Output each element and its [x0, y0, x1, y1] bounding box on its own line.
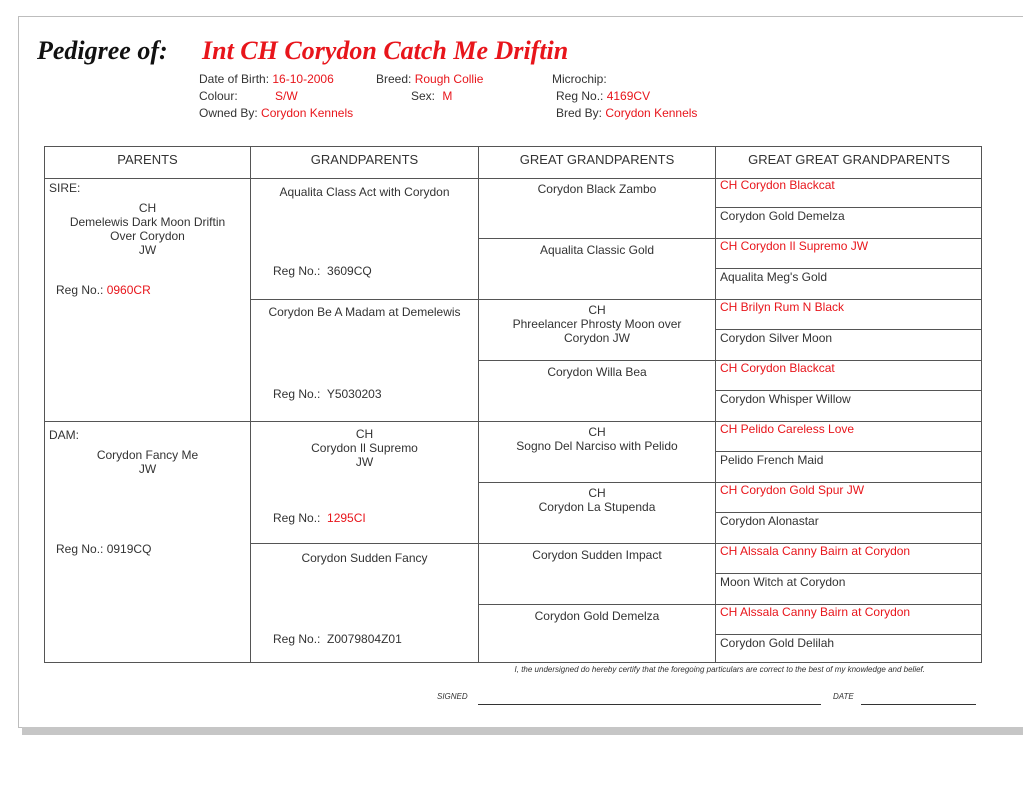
ggp-1: CH Corydon Blackcat	[720, 178, 835, 192]
dog-name: Int CH Corydon Catch Me Driftin	[202, 36, 569, 65]
ggp-4: Aqualita Meg's Gold	[720, 270, 828, 284]
ggp-11: CH Corydon Gold Spur JW	[720, 483, 865, 497]
ggp-14: Moon Witch at Corydon	[720, 575, 846, 589]
dob-field	[199, 72, 334, 86]
signed-label: SIGNED	[437, 692, 468, 701]
bred-value: Corydon Kennels	[605, 106, 698, 120]
microchip-label: Microchip:	[552, 72, 607, 86]
great-grandparent-7: Corydon Sudden Impact	[532, 548, 662, 562]
great-grandparent-2: Aqualita Classic Gold	[539, 243, 655, 257]
row-divider	[250, 543, 478, 544]
ggp-8: Corydon Whisper Willow	[720, 392, 851, 406]
colour-label: Colour:	[199, 89, 238, 103]
ggp-13: CH Alssala Canny Bairn at Corydon	[720, 544, 911, 558]
grandparent-1-name: Aqualita Class Act with Corydon	[279, 185, 450, 199]
pedigree-table	[44, 146, 982, 663]
column-header-great-great-grandparents: GREAT GREAT GRANDPARENTS	[748, 152, 950, 167]
certification-text: I, the undersigned do hereby certify that the foregoing particulars are correct to the best of my knowledge and belief.	[514, 665, 925, 674]
grandparent-3-reg: Reg No.: 1295CI	[273, 511, 366, 525]
column-header-parents: PARENTS	[117, 152, 178, 167]
sheet-shadow	[22, 727, 1023, 735]
dob-label: Date of Birth:	[199, 72, 270, 86]
grandparent-4-reg: Reg No.: Z0079804Z01	[273, 632, 402, 646]
ggp-2: Corydon Gold Demelza	[720, 209, 845, 223]
dam-label: DAM:	[49, 428, 79, 442]
ggp-5: CH Brilyn Rum N Black	[720, 300, 845, 314]
row-divider	[715, 390, 981, 391]
row-divider	[715, 634, 981, 635]
sire-reg: Reg No.: 0960CR	[56, 283, 151, 297]
great-grandparent-3: CH Phreelancer Phrosty Moon over Corydon JW	[512, 303, 682, 345]
bred-label: Bred By:	[556, 106, 603, 120]
column-header-grandparents: GRANDPARENTS	[310, 152, 419, 167]
owned-value: Corydon Kennels	[261, 106, 354, 120]
row-divider	[45, 421, 478, 422]
row-divider	[715, 329, 981, 330]
grandparent-2-reg: Reg No.: Y5030203	[273, 387, 382, 401]
ggp-7: CH Corydon Blackcat	[720, 361, 835, 375]
column-divider	[478, 147, 479, 662]
row-divider	[715, 451, 981, 452]
ggp-15: CH Alssala Canny Bairn at Corydon	[720, 605, 911, 619]
ggp-10: Pelido French Maid	[720, 453, 824, 467]
grandparent-1-reg: Reg No.: 3609CQ	[273, 264, 372, 278]
row-divider	[250, 299, 478, 300]
bred-field	[556, 106, 697, 120]
sire-label: SIRE:	[49, 181, 81, 195]
header-divider	[45, 178, 981, 179]
ggp-12: Corydon Alonastar	[720, 514, 819, 528]
signature-line	[478, 704, 821, 705]
breed-value: Rough Collie	[414, 72, 484, 86]
row-divider	[715, 207, 981, 208]
great-grandparent-5: CH Sogno Del Narciso with Pelido	[516, 425, 678, 453]
row-divider	[715, 573, 981, 574]
great-grandparent-1: Corydon Black Zambo	[537, 182, 657, 196]
page-title-label: Pedigree of:	[37, 36, 168, 65]
date-line	[861, 704, 976, 705]
ggp-16: Corydon Gold Delilah	[720, 636, 835, 650]
regno-label: Reg No.:	[556, 89, 604, 103]
sex-label: Sex:	[411, 89, 436, 103]
column-header-great-grandparents: GREAT GRANDPARENTS	[519, 152, 675, 167]
breed-label: Breed:	[376, 72, 412, 86]
grandparent-3-name: CH Corydon Il Supremo JW	[311, 427, 418, 469]
great-grandparent-8: Corydon Gold Demelza	[534, 609, 660, 623]
regno-value: 4169CV	[606, 89, 651, 103]
dam-reg: Reg No.: 0919CQ	[56, 542, 152, 556]
dob-value: 16-10-2006	[272, 72, 334, 86]
dam-name: Corydon Fancy Me JW	[96, 448, 199, 476]
column-divider	[250, 147, 251, 662]
grandparent-4-name: Corydon Sudden Fancy	[301, 551, 428, 565]
row-divider	[715, 268, 981, 269]
ggp-9: CH Pelido Careless Love	[720, 422, 855, 436]
breed-field	[376, 72, 483, 86]
owned-field	[199, 106, 353, 120]
great-grandparent-4: Corydon Willa Bea	[547, 365, 647, 379]
row-divider	[715, 512, 981, 513]
sex-value: M	[442, 89, 453, 103]
regno-field	[556, 89, 650, 103]
column-divider	[715, 147, 716, 662]
grandparent-2-name: Corydon Be A Madam at Demelewis	[268, 305, 461, 319]
sire-name: CH Demelewis Dark Moon Driftin Over Corydon JW	[69, 201, 226, 257]
colour-field	[199, 89, 238, 103]
microchip-field	[552, 72, 607, 86]
great-grandparent-6: CH Corydon La Stupenda	[538, 486, 656, 514]
sex-field	[411, 89, 452, 103]
owned-label: Owned By:	[199, 106, 258, 120]
date-label: DATE	[833, 692, 854, 701]
ggp-3: CH Corydon Il Supremo JW	[720, 239, 869, 253]
colour-value: S/W	[275, 89, 298, 103]
ggp-6: Corydon Silver Moon	[720, 331, 833, 345]
